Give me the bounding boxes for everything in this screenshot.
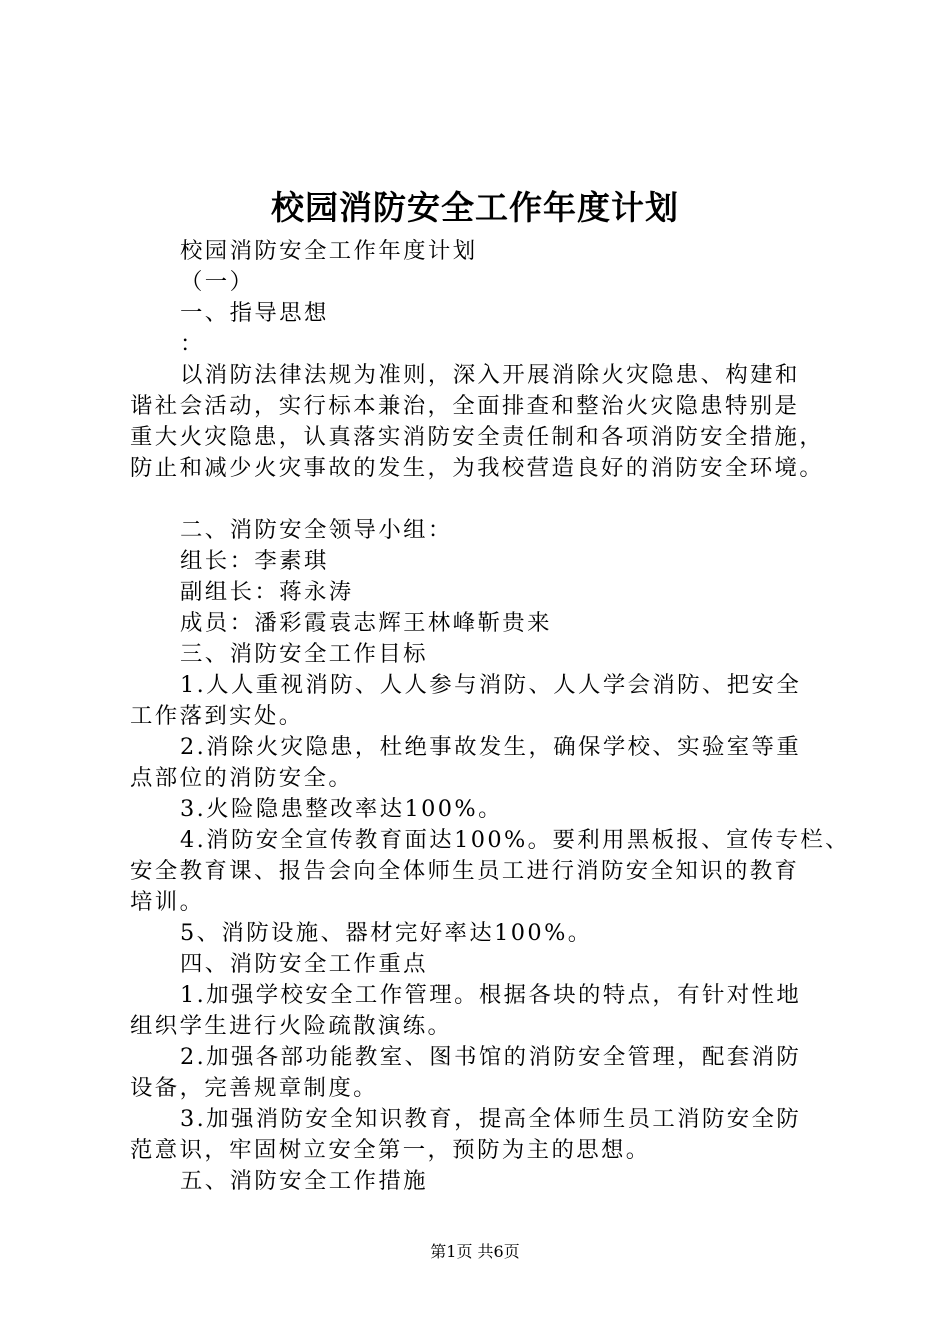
list-item-line: 组织学生进行火险疏散演练。 bbox=[130, 1013, 453, 1039]
section-heading-1: 一、指导思想 bbox=[180, 300, 329, 326]
list-item-line: 3.火险隐患整改率达100%。 bbox=[180, 796, 503, 822]
document-body bbox=[130, 236, 850, 1197]
page-number: 第1页 共6页 bbox=[430, 1242, 520, 1261]
list-item-line: 2.消除火灾隐患，杜绝事故发生，确保学校、实验室等重 bbox=[180, 734, 802, 760]
paragraph-line: 防止和减少火灾事故的发生，为我校营造良好的消防安全环境。 bbox=[130, 455, 825, 481]
list-item-line: 4.消防安全宣传教育面达100%。要利用黑板报、宣传专栏、 bbox=[180, 827, 850, 853]
blank-line bbox=[130, 484, 836, 515]
document-title: 校园消防安全工作年度计划 bbox=[271, 188, 679, 227]
list-item-line: 工作落到实处。 bbox=[130, 703, 304, 729]
paragraph-line: 以消防法律法规为准则，深入开展消除火灾隐患、构建和 bbox=[180, 362, 800, 388]
list-item-line: 培训。 bbox=[130, 889, 205, 915]
list-item-line: 设备，完善规章制度。 bbox=[130, 1075, 378, 1101]
list-item-line: 5、消防设施、器材完好率达100%。 bbox=[180, 920, 593, 946]
list-item-line: 1.人人重视消防、人人参与消防、人人学会消防、把安全 bbox=[180, 672, 802, 698]
section-heading-5: 五、消防安全工作措施 bbox=[180, 1168, 428, 1194]
leader-line: 组长：李素琪 bbox=[180, 548, 329, 574]
list-item-line: 3.加强消防安全知识教育，提高全体师生员工消防安全防 bbox=[180, 1106, 802, 1132]
members-line: 成员：潘彩霞袁志辉王林峰靳贵来 bbox=[180, 610, 552, 636]
subtitle-line: 校园消防安全工作年度计划 bbox=[180, 238, 478, 264]
section-heading-4: 四、消防安全工作重点 bbox=[180, 951, 428, 977]
section-heading-3: 三、消防安全工作目标 bbox=[180, 641, 428, 667]
paragraph-line: 重大火灾隐患，认真落实消防安全责任制和各项消防安全措施， bbox=[130, 424, 825, 450]
colon-line: ： bbox=[180, 331, 205, 357]
list-item-line: 点部位的消防安全。 bbox=[130, 765, 354, 791]
paragraph-line: 谐社会活动，实行标本兼治，全面排查和整治火灾隐患特别是 bbox=[130, 393, 800, 419]
list-item-line: 1.加强学校安全工作管理。根据各块的特点，有针对性地 bbox=[180, 982, 802, 1008]
list-item-line: 2.加强各部功能教室、图书馆的消防安全管理，配套消防 bbox=[180, 1044, 802, 1070]
list-item-line: 范意识，牢固树立安全第一，预防为主的思想。 bbox=[130, 1137, 651, 1163]
part-label: （一） bbox=[180, 269, 255, 295]
section-heading-2: 二、消防安全领导小组： bbox=[180, 517, 453, 543]
list-item-line: 安全教育课、报告会向全体师生员工进行消防安全知识的教育 bbox=[130, 858, 800, 884]
deputy-leader-line: 副组长：蒋永涛 bbox=[180, 579, 354, 605]
